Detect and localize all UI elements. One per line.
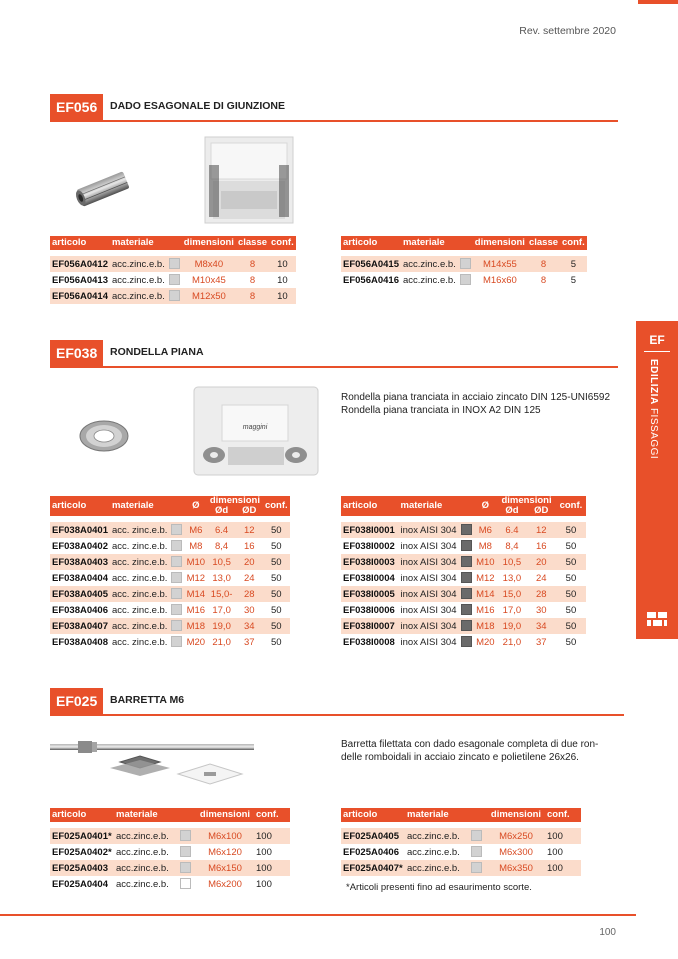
- materiale-cell: acc. zinc.e.b.: [110, 586, 169, 602]
- table-row: [341, 618, 586, 634]
- table-row: [341, 570, 586, 586]
- material-swatch-cell: [459, 634, 474, 650]
- materiale-cell: acc.zinc.e.b.: [407, 846, 460, 858]
- table-row: [50, 586, 290, 602]
- classe-cell: 8: [236, 288, 269, 304]
- inner-diameter-cell: 10,5: [207, 554, 236, 570]
- nut-package-image: [203, 135, 295, 225]
- inox-swatch: [461, 572, 472, 583]
- diameter-cell: M12: [476, 572, 495, 584]
- col-header-articolo: articolo: [50, 496, 110, 516]
- dimensioni-cell: M6x150: [196, 860, 254, 876]
- zinc-swatch: [180, 846, 191, 857]
- dimensioni-cell: M14x55: [473, 256, 527, 272]
- material-swatch-cell: [459, 602, 474, 618]
- col-header-conf: conf.: [271, 237, 294, 249]
- articolo-cell: EF025A0402*: [52, 846, 112, 858]
- col-header-materiale: materiale: [405, 808, 487, 822]
- table-row: [50, 828, 290, 844]
- diameter-cell: M8: [478, 540, 492, 552]
- col-header-materiale: materiale: [110, 236, 182, 250]
- conf-cell: 5: [570, 274, 577, 286]
- tab-code: EF: [649, 333, 665, 347]
- materiale-cell: acc. zinc.e.b.: [110, 618, 169, 634]
- section-underline: [50, 366, 618, 368]
- articolo-cell: EF038A0403: [50, 554, 110, 570]
- footnote: *Articoli presenti fino ad esaurimento scorte.: [346, 882, 532, 893]
- zinc-swatch: [171, 636, 182, 647]
- conf-cell: 50: [565, 540, 577, 552]
- zinc-swatch: [171, 572, 182, 583]
- col-header-conf: conf.: [263, 496, 290, 516]
- outer-diameter-cell: 20: [527, 554, 556, 570]
- material-swatch-cell: [469, 828, 487, 844]
- col-header-dimensioni: dimensioni: [487, 808, 545, 822]
- zinc-swatch: [169, 274, 180, 285]
- dimensioni-cell: M6x100: [196, 828, 254, 844]
- table-row: [50, 538, 290, 554]
- articolo-cell: EF038A0406: [52, 604, 108, 616]
- articolo-cell: EF038I0008: [343, 636, 395, 648]
- conf-cell: 50: [556, 586, 586, 602]
- col-subheader-inner-diameter: Ød: [207, 506, 236, 516]
- materiale-cell: acc.zinc.e.b.: [110, 256, 167, 272]
- articolo-cell: EF038I0007: [341, 618, 399, 634]
- description-line: Rondella piana tranciata in acciaio zincato DIN 125-UNI6592: [341, 392, 611, 403]
- diameter-cell: M10: [184, 554, 207, 570]
- inox-swatch: [461, 524, 472, 535]
- materiale-cell: acc.zinc.e.b.: [110, 288, 167, 304]
- articolo-cell: EF038A0402: [52, 540, 108, 552]
- materiale-cell: inox AISI 304: [400, 604, 457, 616]
- table-row: [341, 522, 586, 538]
- svg-text:maggini: maggini: [242, 424, 268, 431]
- section-code: EF025: [50, 688, 103, 714]
- conf-cell: 100: [547, 846, 563, 858]
- ef038-table-right: [341, 496, 586, 650]
- outer-diameter-cell: 34: [236, 618, 263, 634]
- table-row: [50, 288, 296, 304]
- materiale-cell: acc. zinc.e.b.: [111, 540, 168, 552]
- material-swatch-cell: [169, 554, 184, 570]
- conf-cell: 100: [545, 860, 581, 876]
- materiale-cell: acc.zinc.e.b.: [405, 860, 469, 876]
- articolo-cell: EF038I0001: [341, 522, 399, 538]
- outer-diameter-cell: 16: [244, 540, 255, 552]
- material-swatch-cell: [459, 570, 474, 586]
- diameter-cell: M14: [474, 586, 498, 602]
- inox-swatch: [461, 540, 472, 551]
- material-swatch-cell: [469, 844, 487, 860]
- outer-diameter-cell: 24: [536, 572, 547, 584]
- threaded-rod-kit-image: [48, 738, 258, 790]
- ef025-description: [341, 738, 598, 764]
- flat-washer-image: [78, 418, 130, 454]
- table-row: [341, 634, 586, 650]
- page-number: 100: [599, 927, 616, 938]
- col-header-classe: classe: [237, 237, 268, 249]
- table-row: [50, 272, 296, 288]
- col-header-materiale: materiale: [114, 808, 196, 822]
- col-subheader-inner-diameter: Ød: [497, 506, 527, 516]
- conf-cell: 100: [254, 860, 290, 876]
- articolo-cell: EF056A0416: [343, 274, 399, 286]
- conf-cell: 50: [556, 522, 586, 538]
- conf-cell: 100: [254, 828, 290, 844]
- materiale-cell: inox AISI 304: [400, 572, 457, 584]
- ef038-table-left: [50, 496, 290, 650]
- articolo-cell: EF038A0404: [52, 572, 108, 584]
- classe-cell: 8: [540, 274, 547, 286]
- dimensioni-cell: M6x350: [487, 860, 545, 876]
- conf-cell: 50: [271, 604, 282, 616]
- diameter-cell: M12: [186, 572, 206, 584]
- material-swatch-cell: [169, 634, 184, 650]
- conf-cell: 100: [256, 878, 272, 890]
- inner-diameter-cell: 8,4: [505, 540, 519, 552]
- top-accent-bar: [638, 0, 678, 4]
- classe-cell: 8: [249, 274, 256, 286]
- material-swatch-cell: [169, 602, 184, 618]
- articolo-cell: EF038I0002: [343, 540, 395, 552]
- table-row: [50, 570, 290, 586]
- col-header-conf: conf.: [562, 237, 585, 249]
- ef056-table-left: [50, 236, 296, 304]
- inox-swatch: [461, 604, 472, 615]
- inner-diameter-cell: 17,0: [502, 604, 522, 616]
- inner-diameter-cell: 15,0: [497, 586, 527, 602]
- diameter-cell: M20: [476, 636, 495, 648]
- inner-diameter-cell: 6.4: [207, 522, 236, 538]
- materiale-cell: inox AISI 304: [399, 522, 459, 538]
- col-subheader-outer-diameter: ØD: [236, 506, 263, 516]
- description-line: Rondella piana tranciata in INOX A2 DIN 125: [341, 405, 541, 416]
- inner-diameter-cell: 21,0: [212, 636, 231, 648]
- col-subheader-outer-diameter: ØD: [527, 506, 556, 516]
- col-header-articolo: articolo: [50, 808, 114, 822]
- col-header-dimensioni: dimensioni: [183, 237, 234, 249]
- col-header-diameter: Ø: [184, 496, 207, 516]
- revision-label: Rev. settembre 2020: [519, 25, 616, 37]
- diameter-cell: M6: [474, 522, 498, 538]
- outer-diameter-cell: 20: [236, 554, 263, 570]
- materiale-cell: inox AISI 304: [399, 618, 459, 634]
- zinc-swatch: [169, 290, 180, 301]
- inox-swatch: [461, 588, 472, 599]
- conf-cell: 50: [263, 586, 290, 602]
- dimensioni-cell: M8x40: [182, 256, 236, 272]
- materiale-cell: acc.zinc.e.b.: [114, 860, 178, 876]
- table-row: [50, 634, 290, 650]
- materiale-cell: acc.zinc.e.b.: [401, 256, 458, 272]
- col-header-conf: conf.: [556, 496, 586, 516]
- col-header-classe: classe: [528, 237, 559, 249]
- material-swatch-cell: [459, 538, 474, 554]
- conf-cell: 5: [560, 256, 587, 272]
- materiale-cell: acc. zinc.e.b.: [111, 572, 168, 584]
- table-row: [50, 522, 290, 538]
- table-row: [341, 602, 586, 618]
- table-row: [50, 876, 290, 892]
- col-header-articolo: articolo: [341, 496, 399, 516]
- outer-diameter-cell: 24: [244, 572, 255, 584]
- outer-diameter-cell: 37: [536, 636, 547, 648]
- tab-label-bold: EDILIZIA: [648, 359, 659, 405]
- zinc-swatch: [180, 830, 191, 841]
- materiale-cell: acc.zinc.e.b.: [116, 878, 169, 890]
- washer-package-image: [192, 385, 320, 477]
- table-row: [341, 586, 586, 602]
- section-underline: [50, 714, 624, 716]
- inox-swatch: [461, 620, 472, 631]
- material-swatch-cell: [459, 586, 474, 602]
- zinc-swatch: [171, 604, 182, 615]
- side-category-tab: [636, 321, 678, 639]
- conf-cell: 50: [565, 636, 577, 648]
- inner-diameter-cell: 8,4: [215, 540, 229, 552]
- diameter-cell: M18: [184, 618, 207, 634]
- materiale-cell: acc.zinc.e.b.: [111, 274, 165, 286]
- conf-cell: 10: [277, 274, 288, 286]
- section-title: BARRETTA M6: [110, 694, 185, 706]
- col-header-dimensioni: dimensioni: [497, 496, 556, 506]
- materiale-cell: inox AISI 304: [400, 636, 457, 648]
- articolo-cell: EF038I0003: [341, 554, 399, 570]
- material-swatch-cell: [178, 828, 196, 844]
- table-row: [50, 618, 290, 634]
- articolo-cell: EF038A0407: [50, 618, 110, 634]
- ef025-table-right: [341, 808, 581, 876]
- articolo-cell: EF038A0405: [50, 586, 110, 602]
- col-header-conf: conf.: [254, 808, 290, 822]
- section-code: EF056: [50, 94, 103, 120]
- table-row: [341, 860, 581, 876]
- inner-diameter-cell: 17,0: [212, 604, 231, 616]
- table-row: [50, 844, 290, 860]
- articolo-cell: EF025A0405: [341, 828, 405, 844]
- col-header-dimensioni: dimensioni: [196, 808, 254, 822]
- zinc-swatch: [471, 862, 482, 873]
- bricks-icon: [646, 611, 668, 627]
- tab-label-rest: FISSAGGI: [648, 404, 659, 460]
- conf-cell: 50: [263, 522, 290, 538]
- articolo-cell: EF056A0414: [50, 288, 110, 304]
- articolo-cell: EF056A0413: [52, 274, 108, 286]
- description-line: delle romboidali in acciaio zincato e polietilene 26x26.: [341, 752, 579, 763]
- diameter-cell: M8: [189, 540, 203, 552]
- col-header-dimensioni: dimensioni: [474, 237, 525, 249]
- table-row: [341, 828, 581, 844]
- footer-line: [0, 914, 636, 916]
- diameter-cell: M16: [476, 604, 495, 616]
- col-header-materiale: materiale: [401, 236, 473, 250]
- materiale-cell: acc. zinc.e.b.: [111, 636, 168, 648]
- dimensioni-cell: M6x120: [208, 846, 242, 858]
- table-row: [50, 554, 290, 570]
- zinc-swatch: [471, 846, 482, 857]
- hex-coupling-nut-image: [72, 168, 134, 210]
- diameter-cell: M14: [184, 586, 207, 602]
- section-title: RONDELLA PIANA: [110, 346, 204, 358]
- articolo-cell: EF025A0404: [52, 878, 108, 890]
- classe-cell: 8: [527, 256, 560, 272]
- articolo-cell: EF038A0408: [52, 636, 108, 648]
- zinc-swatch: [180, 862, 191, 873]
- zinc-swatch: [169, 258, 180, 269]
- col-header-articolo: articolo: [341, 236, 401, 250]
- zinc-swatch: [171, 588, 182, 599]
- zinc-swatch: [171, 540, 182, 551]
- dimensioni-cell: M10x45: [191, 274, 226, 286]
- zinc-swatch: [460, 258, 471, 269]
- inner-diameter-cell: 13,0: [502, 572, 522, 584]
- table-row: [341, 844, 581, 860]
- materiale-cell: acc.zinc.e.b.: [405, 828, 469, 844]
- inox-swatch: [461, 556, 472, 567]
- diameter-cell: M20: [186, 636, 206, 648]
- ef038-description: [341, 391, 610, 417]
- dimensioni-cell: M12x50: [182, 288, 236, 304]
- material-swatch-cell: [169, 618, 184, 634]
- articolo-cell: EF038I0006: [343, 604, 395, 616]
- ef056-table-right: [341, 236, 587, 288]
- diameter-cell: M18: [474, 618, 498, 634]
- description-line: Barretta filettata con dado esagonale completa di due ron-: [341, 739, 599, 750]
- conf-cell: 50: [565, 604, 577, 616]
- conf-cell: 50: [556, 554, 586, 570]
- diameter-cell: M6: [184, 522, 207, 538]
- conf-cell: 10: [269, 288, 296, 304]
- materiale-cell: acc.zinc.e.b.: [402, 274, 456, 286]
- col-header-diameter: Ø: [474, 496, 498, 516]
- white-swatch: [180, 878, 191, 889]
- inner-diameter-cell: 10,5: [497, 554, 527, 570]
- materiale-cell: acc.zinc.e.b.: [116, 846, 169, 858]
- section-title: DADO ESAGONALE DI GIUNZIONE: [110, 100, 286, 112]
- conf-cell: 50: [263, 618, 290, 634]
- materiale-cell: acc.zinc.e.b.: [114, 828, 178, 844]
- section-underline: [50, 120, 618, 122]
- diameter-cell: M16: [186, 604, 206, 616]
- zinc-swatch: [171, 620, 182, 631]
- articolo-cell: EF025A0401*: [50, 828, 114, 844]
- material-swatch-cell: [178, 876, 196, 892]
- dimensioni-cell: M16x60: [482, 274, 517, 286]
- table-row: [50, 256, 296, 272]
- col-header-conf: conf.: [545, 808, 581, 822]
- outer-diameter-cell: 34: [527, 618, 556, 634]
- inner-diameter-cell: 13,0: [212, 572, 231, 584]
- outer-diameter-cell: 28: [236, 586, 263, 602]
- col-header-materiale: materiale: [110, 496, 184, 516]
- dimensioni-cell: M6x200: [208, 878, 242, 890]
- materiale-cell: acc. zinc.e.b.: [111, 604, 168, 616]
- inner-diameter-cell: 6.4: [497, 522, 527, 538]
- material-swatch-cell: [178, 844, 196, 860]
- articolo-cell: EF025A0407*: [341, 860, 405, 876]
- outer-diameter-cell: 28: [527, 586, 556, 602]
- material-swatch-cell: [459, 522, 474, 538]
- table-row: [341, 538, 586, 554]
- tab-divider: [644, 351, 670, 352]
- col-header-articolo: articolo: [50, 236, 110, 250]
- articolo-cell: EF056A0412: [50, 256, 110, 272]
- outer-diameter-cell: 30: [244, 604, 255, 616]
- conf-cell: 50: [271, 540, 282, 552]
- inox-swatch: [461, 636, 472, 647]
- zinc-swatch: [171, 524, 182, 535]
- zinc-swatch: [171, 556, 182, 567]
- materiale-cell: acc. zinc.e.b.: [110, 554, 169, 570]
- table-row: [341, 256, 587, 272]
- conf-cell: 50: [271, 636, 282, 648]
- material-swatch-cell: [469, 860, 487, 876]
- outer-diameter-cell: 12: [527, 522, 556, 538]
- materiale-cell: inox AISI 304: [399, 586, 459, 602]
- conf-cell: 50: [263, 554, 290, 570]
- conf-cell: 50: [565, 572, 577, 584]
- inner-diameter-cell: 19,0: [207, 618, 236, 634]
- table-row: [341, 272, 587, 288]
- ef025-table-left: [50, 808, 290, 892]
- col-header-dimensioni: dimensioni: [207, 496, 262, 506]
- dimensioni-cell: M6x300: [499, 846, 533, 858]
- col-header-articolo: articolo: [341, 808, 405, 822]
- material-swatch-cell: [169, 538, 184, 554]
- material-swatch-cell: [169, 586, 184, 602]
- col-header-materiale: materiale: [399, 496, 474, 516]
- outer-diameter-cell: 12: [236, 522, 263, 538]
- material-swatch-cell: [169, 522, 184, 538]
- articolo-cell: EF025A0403: [50, 860, 114, 876]
- table-row: [50, 860, 290, 876]
- outer-diameter-cell: 37: [244, 636, 255, 648]
- section-code: EF038: [50, 340, 103, 366]
- zinc-swatch: [460, 274, 471, 285]
- conf-cell: 50: [271, 572, 282, 584]
- classe-cell: 8: [236, 256, 269, 272]
- diameter-cell: M10: [474, 554, 498, 570]
- material-swatch-cell: [178, 860, 196, 876]
- dimensioni-cell: M6x250: [487, 828, 545, 844]
- outer-diameter-cell: 16: [536, 540, 547, 552]
- conf-cell: 100: [545, 828, 581, 844]
- conf-cell: 100: [256, 846, 272, 858]
- articolo-cell: EF038A0401: [50, 522, 110, 538]
- conf-cell: 50: [556, 618, 586, 634]
- materiale-cell: inox AISI 304: [400, 540, 457, 552]
- zinc-swatch: [471, 830, 482, 841]
- table-row: [50, 602, 290, 618]
- articolo-cell: EF056A0415: [341, 256, 401, 272]
- articolo-cell: EF038I0004: [343, 572, 395, 584]
- inner-diameter-cell: 15,0-: [207, 586, 236, 602]
- material-swatch-cell: [459, 554, 474, 570]
- materiale-cell: acc. zinc.e.b.: [110, 522, 169, 538]
- outer-diameter-cell: 30: [536, 604, 547, 616]
- inner-diameter-cell: 19,0: [497, 618, 527, 634]
- articolo-cell: EF038I0005: [341, 586, 399, 602]
- material-swatch-cell: [459, 618, 474, 634]
- tab-label: [648, 359, 659, 459]
- table-row: [341, 554, 586, 570]
- materiale-cell: inox AISI 304: [399, 554, 459, 570]
- inner-diameter-cell: 21,0: [502, 636, 522, 648]
- articolo-cell: EF025A0406: [343, 846, 399, 858]
- material-swatch-cell: [169, 570, 184, 586]
- conf-cell: 10: [269, 256, 296, 272]
